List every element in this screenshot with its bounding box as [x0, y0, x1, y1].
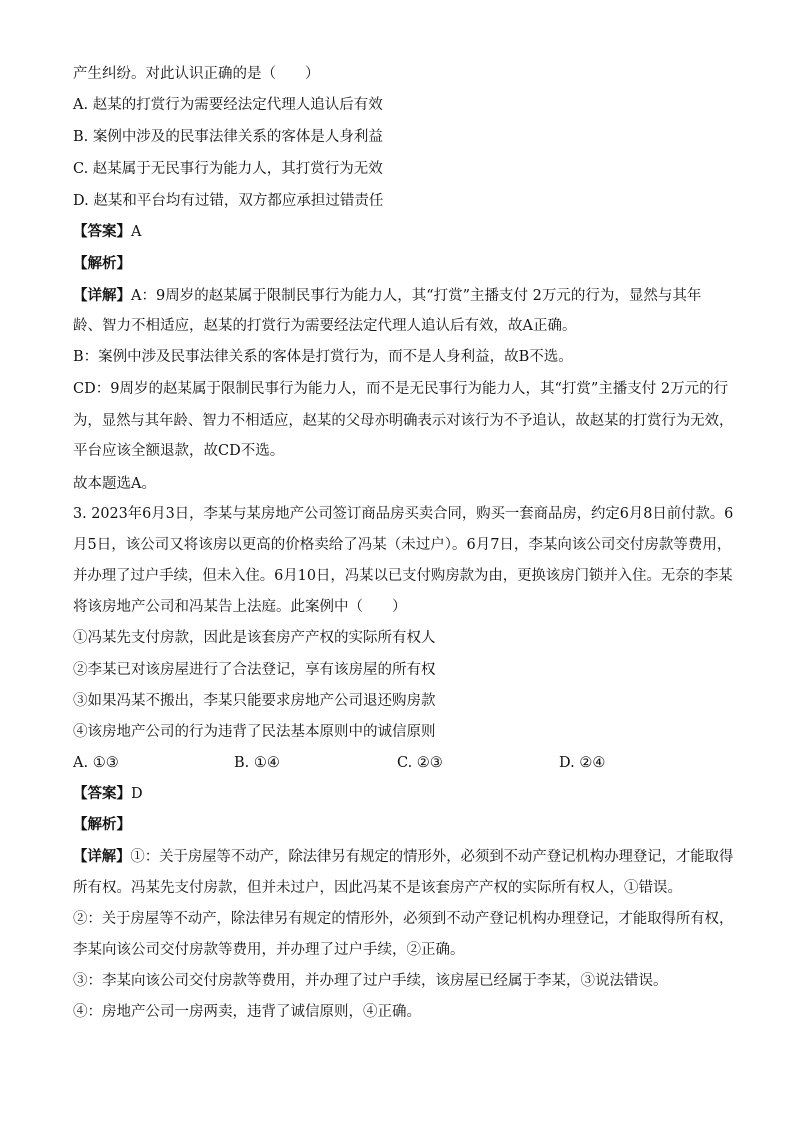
- q2-detail-line: CD：9周岁的赵某属于限制民事行为能力人，而不是无民事行为能力人，其“打赏”主播支付 2万元的行: [73, 381, 729, 397]
- q2-detail-line: B：案例中涉及民事法律关系的客体是打赏行为，而不是人身利益，故B不选。: [73, 349, 573, 365]
- q3-answer: D: [131, 786, 143, 802]
- q2-conclusion: 故本题选A。: [73, 476, 156, 492]
- q3-statement-2: ②李某已对该房屋进行了合法登记，享有该房屋的所有权: [73, 662, 436, 678]
- answer-tag: 【答案】: [73, 223, 131, 240]
- q3-detail-line: 李某向该公司交付房款等费用，并办理了过户手续，②正确。: [73, 942, 465, 958]
- q3-option-c: C. ②③: [397, 755, 443, 771]
- q2-answer: A: [131, 224, 142, 240]
- q3-option-b: B. ①④: [234, 755, 280, 771]
- q2-detail-line: [73, 286, 723, 306]
- q3-option-d: D. ②④: [559, 755, 606, 771]
- answer-tag: 【答案】: [73, 785, 131, 802]
- q2-option-d: D. 赵某和平台均有过错，双方都应承担过错责任: [73, 193, 384, 209]
- q2-answer-line: [73, 222, 723, 242]
- q3-detail-line: ③：李某向该公司交付房款等费用，并办理了过户手续，该房屋已经属于李某，③说法错误。: [73, 973, 668, 989]
- q3-stem-line: 月5日，该公司又将该房以更高的价格卖给了冯某（未过户）。6月7日，李某向该公司交付房款等费用，: [73, 537, 732, 553]
- q3-stem-line: 将该房地产公司和冯某告上法庭。此案例中（ ）: [73, 599, 407, 615]
- q2-option-b: B. 案例中涉及的民事法律关系的客体是人身利益: [73, 129, 383, 145]
- q2-detail-line: 平台应该全额退款，故CD不选。: [73, 443, 285, 459]
- q3-answer-line: [73, 784, 723, 804]
- q3-detail-line: 所有权。冯某先支付房款，但并未过户，因此冯某不是该套房产产权的实际所有权人，①错误。: [73, 880, 682, 896]
- q3-stem-line: 3. 2023年6月3日，李某与某房地产公司签订商品房买卖合同，购买一套商品房，约定6月8日前付款。6: [73, 506, 734, 522]
- q3-detail-line: ④：房地产公司一房两卖，违背了诚信原则，④正确。: [73, 1004, 421, 1020]
- q3-option-a: A. ①③: [73, 755, 119, 771]
- q2-detail-line: 为，显然与其年龄、智力不相适应，赵某的父母亦明确表示对该行为不予追认，故赵某的打赏行为无效，: [73, 413, 734, 429]
- q3-options-row: [73, 753, 723, 773]
- q3-detail-text: ①：关于房屋等不动产，除法律另有规定的情形外，必须到不动产登记机构办理登记，才能取得: [130, 849, 734, 865]
- q2-option-a: A. 赵某的打赏行为需要经法定代理人追认后有效: [73, 97, 383, 113]
- q2-analysis-tag: 【解析】: [73, 255, 131, 272]
- q3-statement-4: ④该房地产公司的行为违背了民法基本原则中的诚信原则: [73, 724, 436, 740]
- q2-option-c: C. 赵某属于无民事行为能力人，其打赏行为无效: [73, 161, 383, 177]
- detail-tag: 【详解】: [73, 848, 131, 865]
- q3-statement-3: ③如果冯某不搬出，李某只能要求房地产公司退还购房款: [73, 693, 436, 709]
- q3-stem-line: 并办理了过户手续，但未入住。6月10日，冯某以已支付购房款为由，更换该房门锁并入住。无奈的李某: [73, 568, 733, 584]
- q3-detail-line: [73, 847, 734, 867]
- q3-detail-line: ②：关于房屋等不动产，除法律另有规定的情形外，必须到不动产登记机构办理登记，才能取得所有权，: [73, 911, 734, 927]
- q3-analysis-tag: 【解析】: [73, 816, 131, 833]
- detail-tag: 【详解】: [73, 287, 131, 304]
- q2-detail-text: A：9周岁的赵某属于限制民事行为能力人，其“打赏”主播支付 2万元的行为，显然与其年: [131, 288, 702, 304]
- q2-stem-end: 产生纠纷。对此认识正确的是（ ）: [73, 66, 320, 82]
- q3-statement-1: ①冯某先支付房款，因此是该套房产产权的实际所有权人: [73, 630, 436, 646]
- q2-detail-line: 龄、智力不相适应，赵某的打赏行为需要经法定代理人追认后有效，故A正确。: [73, 318, 577, 334]
